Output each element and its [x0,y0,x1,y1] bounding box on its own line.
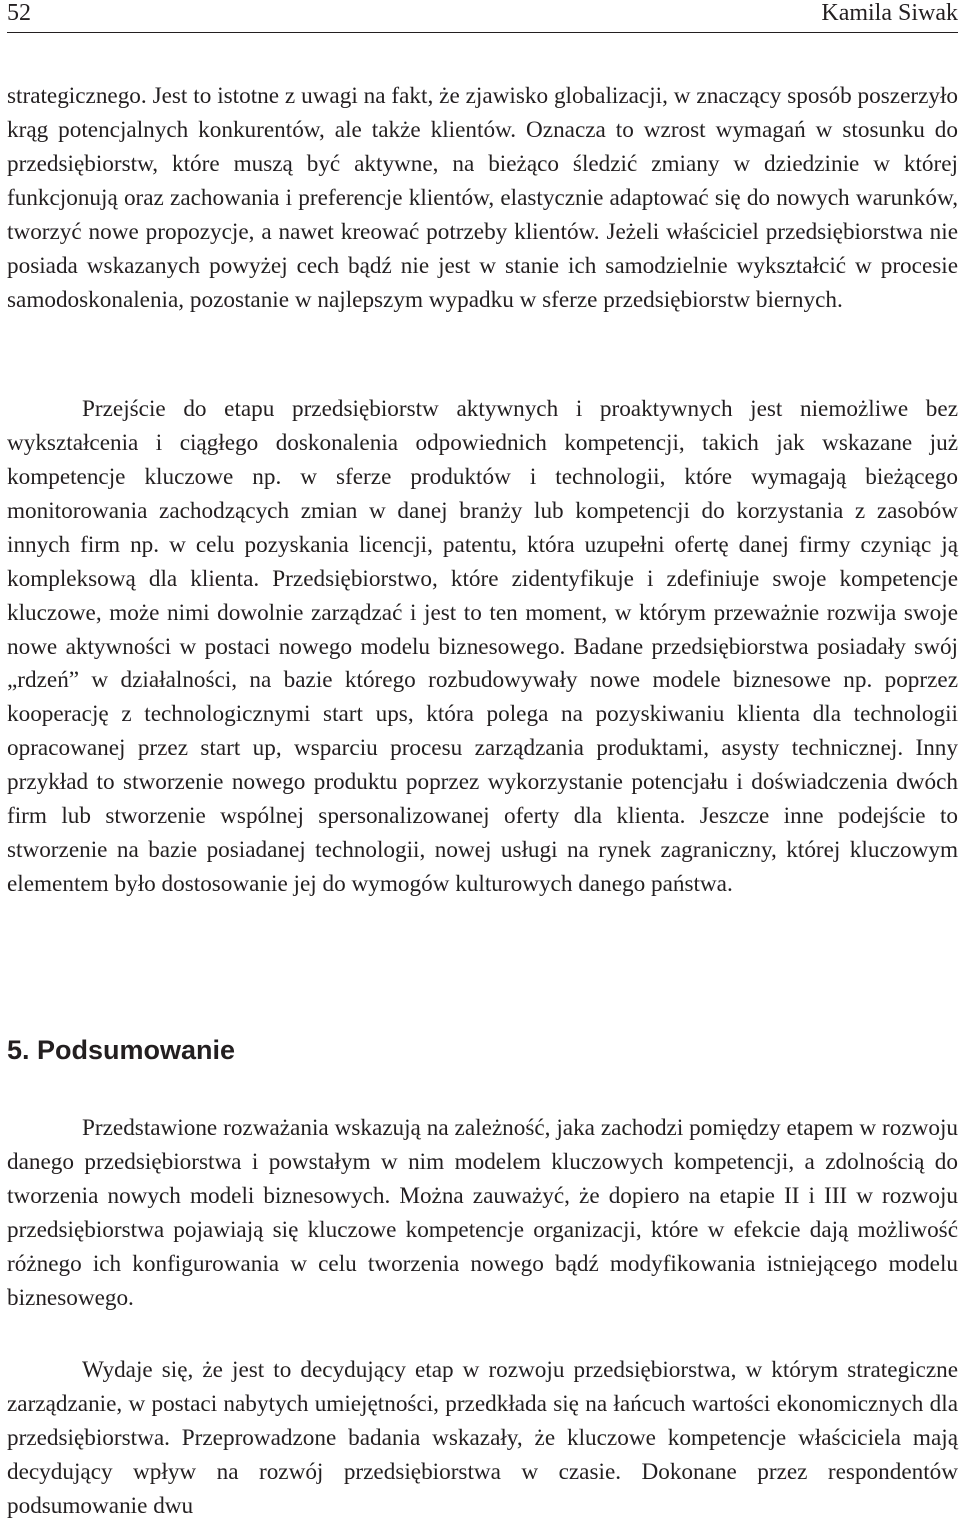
running-header [7,0,958,33]
paragraph-summary-2: Wydaje się, że jest to decydujący etap w rozwoju przedsiębiorstwa, w którym strategiczne zarządzanie, w postaci nabytych umiejętności, przedkłada się na łańcuch wartości ekonomicznych dla przedsiębiorstwa. Przeprowadzone badania wskazały, że kluczowe kompetencje właściciela mają decydujący wpływ na rozwój przedsiębiorstwa w czasie. Dokonane przez respondentów podsumowanie dwu [7,1357,958,1519]
paragraph-competencies: Przejście do etapu przedsiębiorstw aktywnych i proaktywnych jest niemożliwe bez wykształcenia i ciągłego doskonalenia odpowiednich kompetencji, takich jak wskazane już kompetencje kluczowe np. w sferze produktów i technologii, które wymagają bieżącego monitorowania zachodzących zmian w danej branży lub kompetencji do korzystania z zasobów innych firm np. w celu pozyskania licencji, patentu, która uzupełni ofertę danej firmy czyniąc ją kompleksową dla klienta. Przedsiębiorstwo, które zidentyfikuje i zdefiniuje swoje kompetencje kluczowe, może nimi dowolnie zarządzać i jest to ten moment, w którym przeważnie rozwija swoje nowe aktywności w postaci nowego modelu biznesowego. Badane przedsiębiorstwa posiadały swój „rdzeń” w działalności, na bazie którego rozbudowywały nowe modele biznesowe np. poprzez kooperację z technologicznymi start ups, która polega na pozyskiwaniu klienta dla technologii opracowanej przez start up, wsparciu procesu zarządzania produktami, asysty technicznej. Inny przykład to stworzenie nowego produktu poprzez wykorzystanie potencjału i doświadczenia dwóch firm lub stworzenie wspólnej spersonalizowanej oferty dla klienta. Jeszcze inne podejście to stworzenie na bazie posiadanej technologii, nowej usługi na rynek zagraniczny, której kluczowym elementem było dostosowanie jej do wymogów kulturowych danego państwa. [7,396,958,897]
paragraph-summary-1: Przedstawione rozważania wskazują na zależność, jaka zachodzi pomiędzy etapem w rozwoju danego przedsiębiorstwa i powstałym w nim modelem kluczowych kompetencji, a zdolnością do tworzenia nowych modeli biznesowych. Można zauważyć, że dopiero na etapie II i III w rozwoju przedsiębiorstwa pojawiają się kluczowe kompetencje organizacji, które w efekcie dają możliwość różnego ich konfigurowania w celu tworzenia nowego bądź modyfikowania istniejącego modelu biznesowego. [7,1115,958,1311]
section-heading-summary: 5. Podsumowanie [7,1035,236,1065]
running-header-author: Kamila Siwak [821,0,958,26]
paragraph-continuation: strategicznego. Jest to istotne z uwagi na fakt, że zjawisko globalizacji, w znaczący sposób poszerzyło krąg potencjalnych konkurentów, ale także klientów. Oznacza to wzrost wymagań w stosunku do przedsiębiorstw, które muszą być aktywne, na bieżąco śledzić zmiany w dziedzinie w której funkcjonują oraz zachowania i preferencje klientów, elastycznie adaptować się do nowych warunków, tworzyć nowe propozycje, a nawet kreować potrzeby klientów. Jeżeli właściciel przedsiębiorstwa nie posiada wskazanych powyżej cech bądź nie jest w stanie ich samodzielnie wykształcić w procesie samodoskonalenia, pozostanie w najlepszym wypadku w sferze przedsiębiorstw biernych. [7,83,958,313]
page-number: 52 [7,0,31,26]
